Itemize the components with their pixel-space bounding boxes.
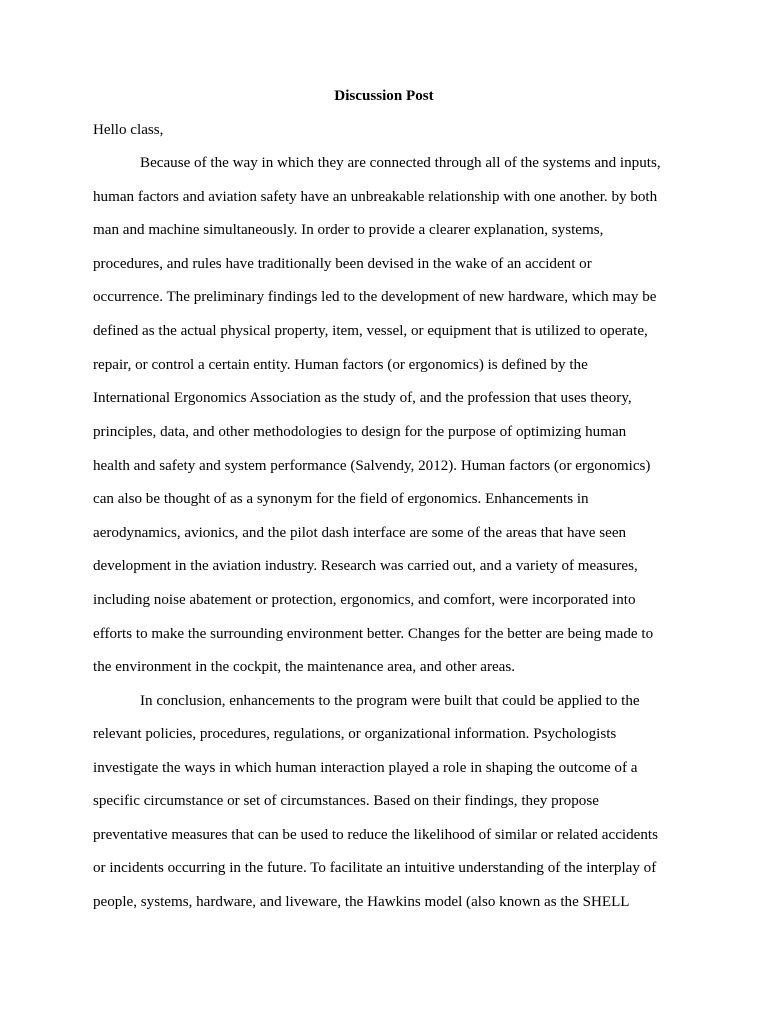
paragraph-line: occurrence. The preliminary findings led to the development of new hardware, which may be bbox=[93, 289, 657, 305]
paragraph-line: or incidents occurring in the future. To facilitate an intuitive understanding of the interplay of bbox=[93, 860, 657, 876]
paragraph-line: preventative measures that can be used to reduce the likelihood of similar or related accidents bbox=[93, 827, 658, 843]
greeting-text: Hello class, bbox=[93, 122, 164, 138]
paragraph-line: including noise abatement or protection, ergonomics, and comfort, were incorporated into bbox=[93, 592, 636, 608]
paragraph-line: can also be thought of as a synonym for the field of ergonomics. Enhancements in bbox=[93, 491, 589, 507]
paragraph-line: people, systems, hardware, and liveware, the Hawkins model (also known as the SHELL bbox=[93, 894, 630, 910]
paragraph-line: the environment in the cockpit, the maintenance area, and other areas. bbox=[93, 659, 516, 675]
paragraph-line: health and safety and system performance (Salvendy, 2012). Human factors (or ergonomics) bbox=[93, 458, 651, 474]
paragraph-line: efforts to make the surrounding environment better. Changes for the better are being made to bbox=[93, 626, 654, 642]
paragraph-line: human factors and aviation safety have an unbreakable relationship with one another. by both bbox=[93, 189, 658, 205]
paragraph-line: investigate the ways in which human interaction played a role in shaping the outcome of a bbox=[93, 760, 638, 776]
paragraph-line: development in the aviation industry. Research was carried out, and a variety of measures, bbox=[93, 558, 638, 574]
paragraph-line: Because of the way in which they are connected through all of the systems and inputs, bbox=[140, 155, 661, 171]
paragraph-line: International Ergonomics Association as the study of, and the profession that uses theory, bbox=[93, 390, 632, 406]
paragraph-line: defined as the actual physical property, item, vessel, or equipment that is utilized to operate, bbox=[93, 323, 648, 339]
paragraph-line: In conclusion, enhancements to the program were built that could be applied to the bbox=[140, 693, 640, 709]
paragraph-line: principles, data, and other methodologies to design for the purpose of optimizing human bbox=[93, 424, 627, 440]
paragraph-line: procedures, and rules have traditionally been devised in the wake of an accident or bbox=[93, 256, 592, 272]
paragraph-line: relevant policies, procedures, regulations, or organizational information. Psychologists bbox=[93, 726, 617, 742]
paragraph-line: aerodynamics, avionics, and the pilot dash interface are some of the areas that have seen bbox=[93, 525, 627, 541]
paragraph-line: specific circumstance or set of circumstances. Based on their findings, they propose bbox=[93, 793, 599, 809]
paragraph-line: repair, or control a certain entity. Human factors (or ergonomics) is defined by the bbox=[93, 357, 588, 373]
page-title: Discussion Post bbox=[334, 88, 434, 104]
paragraph-line: man and machine simultaneously. In order to provide a clearer explanation, systems, bbox=[93, 222, 604, 238]
